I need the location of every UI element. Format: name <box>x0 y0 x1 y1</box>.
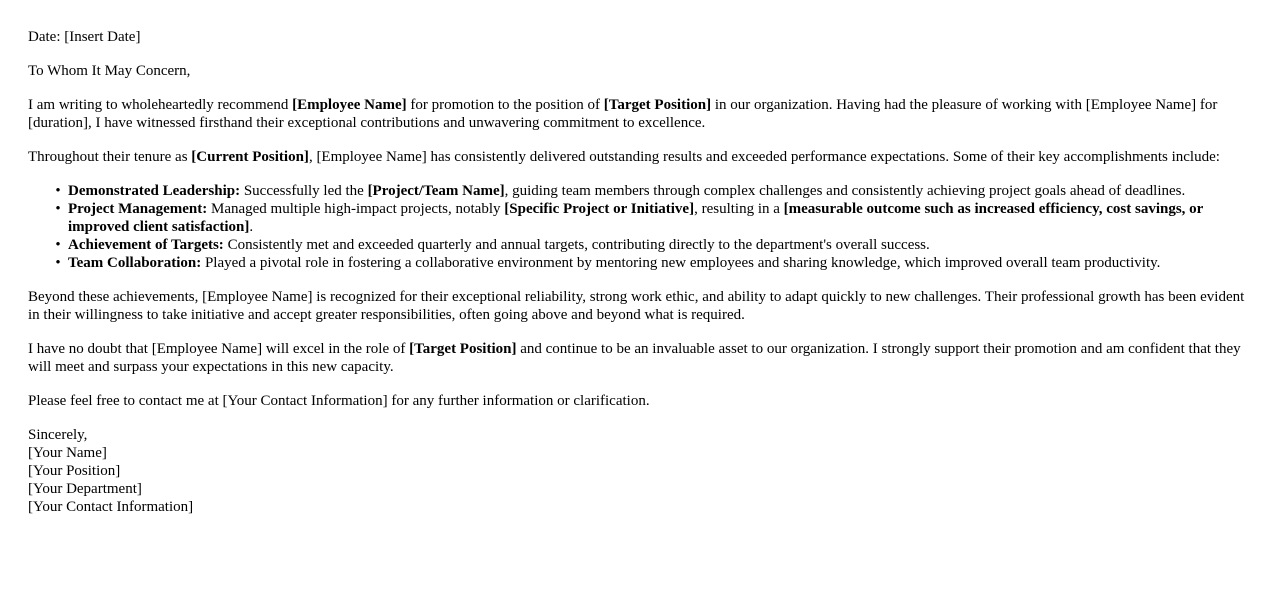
accomplishment-text: Consistently met and exceeded quarterly and annual targets, contributing directly to the department's overall success. <box>223 237 930 253</box>
employee-name-placeholder: [Employee Name] <box>292 97 407 113</box>
letter-date: Date: [Insert Date] <box>28 29 141 45</box>
tenure-text-1: Throughout their tenure as <box>28 149 192 165</box>
accomplishment-text: , guiding team members through complex challenges and consistently achieving project goals ahead of deadlines. <box>504 183 1186 199</box>
list-item-project-management <box>55 200 1250 236</box>
tenure-paragraph <box>28 148 1250 166</box>
accomplishment-title: Achievement of Targets: <box>68 237 224 253</box>
list-item-leadership <box>55 182 1250 200</box>
target-position-placeholder: [Target Position] <box>603 97 712 113</box>
accomplishment-title: Project Management: <box>68 201 208 217</box>
intro-paragraph <box>28 96 1250 132</box>
current-position-placeholder: [Current Position] <box>191 149 309 165</box>
bullet-icon: • <box>55 201 61 217</box>
bullet-icon: • <box>55 255 61 271</box>
accomplishment-text: Played a pivotal role in fostering a collaborative environment by mentoring new employees and sharing knowledge, which improved overall team productivity. <box>201 255 1161 271</box>
signature-block <box>28 426 1250 516</box>
endorsement-text-2: and continue to be an invaluable asset to our organization. I strongly support their promotion and am confident that they will meet and surpass your expectations in this new capacity. <box>28 341 1241 375</box>
signature-department: [Your Department] <box>28 481 142 497</box>
accomplishment-text: Successfully led the <box>240 183 368 199</box>
measurable-outcome-placeholder: [measurable outcome such as increased efficiency, cost savings, or improved client satisfaction] <box>68 201 1204 235</box>
recommendation-letter <box>28 28 1250 516</box>
bullet-icon: • <box>55 183 61 199</box>
target-position-placeholder: [Target Position] <box>409 341 517 357</box>
endorsement-paragraph <box>28 340 1250 376</box>
signature-position: [Your Position] <box>28 463 121 479</box>
bullet-icon: • <box>55 237 61 253</box>
accomplishment-text: , resulting in a <box>694 201 784 217</box>
list-item-targets <box>55 236 1250 254</box>
accomplishment-title: Demonstrated Leadership: <box>68 183 241 199</box>
list-item-collaboration <box>55 254 1250 272</box>
contact-paragraph: Please feel free to contact me at [Your Contact Information] for any further information or clarification. <box>28 393 650 409</box>
signature-name: [Your Name] <box>28 445 107 461</box>
character-paragraph: Beyond these achievements, [Employee Name] is recognized for their exceptional reliability, strong work ethic, and ability to adapt quickly to new challenges. Their professional growth has been evident in their willingness to take initiative and accept greater responsibilities, often going above and beyond what is required. <box>28 289 1245 323</box>
specific-project-placeholder: [Specific Project or Initiative] <box>504 201 695 217</box>
intro-text-3: in our organization. Having had the pleasure of working with [Employee Name] for [duration], I have witnessed firsthand their exceptional contributions and unwavering commitment to excellence. <box>28 97 1218 131</box>
intro-text-1: I am writing to wholeheartedly recommend <box>28 97 293 113</box>
intro-text-2: for promotion to the position of <box>406 97 604 113</box>
project-team-placeholder: [Project/Team Name] <box>367 183 505 199</box>
signature-contact: [Your Contact Information] <box>28 499 194 515</box>
accomplishment-text: . <box>249 219 254 235</box>
tenure-text-2: , [Employee Name] has consistently delivered outstanding results and exceeded performance expectations. Some of their key accomplishments include: <box>308 149 1220 165</box>
accomplishments-list <box>28 182 1250 272</box>
accomplishment-text: Managed multiple high-impact projects, notably <box>207 201 505 217</box>
endorsement-text-1: I have no doubt that [Employee Name] will excel in the role of <box>28 341 410 357</box>
letter-salutation: To Whom It May Concern, <box>28 63 191 79</box>
accomplishment-title: Team Collaboration: <box>68 255 202 271</box>
signature-closing: Sincerely, <box>28 427 88 443</box>
